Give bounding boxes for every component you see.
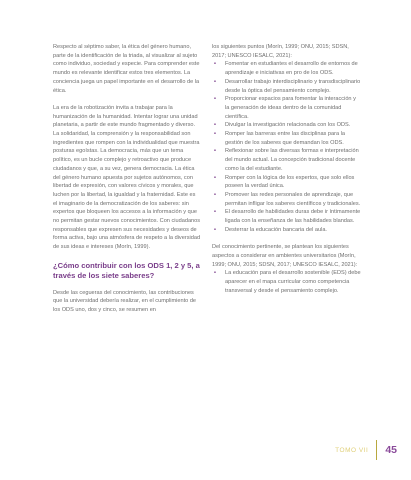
list-item <box>212 191 361 208</box>
bullet-icon: • <box>214 96 216 103</box>
list-item-text: La educación para el desarrollo sostenible (EDS) debe aparecer en el mapa curricular como competencia transversal y desde el pensamiento complejo. <box>225 270 361 294</box>
volume-label: TOMO VII <box>335 446 369 454</box>
list-item <box>212 269 361 295</box>
list-item-text: Proporcionar espacios para fomentar la interacción y la generación de ideas dentro de la comunidad científica. <box>225 96 356 120</box>
list-item-text: Fomentar en estudiantes el desarrollo de entornos de aprendizaje e iniciativas en pro de los ODS. <box>225 61 358 77</box>
list-item-text: Divulgar la investigación relacionada con los ODS. <box>225 122 351 129</box>
list-item <box>212 147 361 173</box>
list-item <box>212 226 361 235</box>
body-paragraph: Respecto al séptimo saber, la ética del género humano, parte de la identificación de la triada, al visualizar al sujeto como individuo, sociedad y especie. Para comprender este mundo es relevante identificar estos tres elementos. La conciencia juega un papel importante en el desarrollo de la ética. <box>53 44 200 94</box>
bullet-icon: • <box>214 209 216 216</box>
list-item-text: Desterrar la educación bancaria del aula. <box>225 226 327 233</box>
bullet-icon: • <box>214 191 216 198</box>
list-item-text: El desarrollo de habilidades duras debe ir íntimamente ligada con la enseñanza de las habilidades blandas. <box>225 209 361 225</box>
body-paragraph: Desde las cegueras del conocimiento, las contribuciones que la universidad debería realizar, en el cumplimiento de los ODS uno, dos y cinco, se resumen en <box>53 289 197 313</box>
body-paragraph: La era de la robotización invita a trabajar para la humanización de la humanidad. Intentar lograr una unidad planetaria, a partir de este mundo fragmentado y diverso. La solidaridad, la comprensión y la responsabilidad son ingredientes que rompen con la individualidad que muestra posturas egoístas. La democracia, más que un tema político, es un bucle complejo y retroactivo que produce ciudadanos y que, a su vez, genera democracia. La ética del género humano apuesta por sujetos autónomos, con libertad de expresión, con valores cívicos y morales, que luchen por la libertad, la igualdad y la fraternidad. Este es el imaginario de la democratización de los saberes: sin expertos que bloqueen los accesos a la información y que no permitan gestar nuevos conocimientos. Con ciudadanos responsables que expresen sus necesidades y deseos de forma activa, bajo una atmósfera de respeto a la diversidad de sus ideas e intereses (Morín, 1999). <box>53 104 201 251</box>
bullet-list <box>212 269 361 295</box>
right-column <box>212 43 361 304</box>
bullet-icon: • <box>214 148 216 155</box>
list-item-text: Reflexionar sobre las diversas formas e interpretación del mundo actual. La concepción tradicional docente como la del estudiante. <box>225 148 359 172</box>
list-item <box>212 174 361 191</box>
page-footer <box>335 440 397 460</box>
bullet-list <box>212 60 361 234</box>
bullet-icon: • <box>214 226 216 233</box>
list-item-text: Promover las redes personales de aprendizaje, que permitan infligar los saberes científicos y tradicionales. <box>225 191 361 207</box>
page-number: 45 <box>385 444 397 456</box>
list-item-text: Romper con la lógica de los expertos, que solo ellos poseen la verdad única. <box>225 174 355 190</box>
list-item <box>212 95 361 121</box>
bullet-icon: • <box>214 78 216 85</box>
list-item <box>212 60 361 77</box>
list-item <box>212 208 361 225</box>
section-heading: ¿Cómo contribuir con los ODS 1, 2 y 5, a través de los siete saberes? <box>53 260 200 280</box>
bullet-icon: • <box>214 122 216 129</box>
body-paragraph: los siguientes puntos (Morín, 1999; ONU, 2015; SDSN, 2017; UNESCO IESALC, 2021): <box>212 44 349 59</box>
list-item <box>212 78 361 95</box>
body-paragraph: Del conocimiento pertinente, se plantean los siguientes aspectos a considerar en ambientes universitarios (Morín, 1999; ONU, 2015; SDSN, 2017; UNESCO IESALC, 2021): <box>212 244 358 268</box>
bullet-icon: • <box>214 61 216 68</box>
bullet-icon: • <box>214 270 216 277</box>
left-column <box>53 43 201 315</box>
list-item-text: Romper las barreras entre las disciplinas para la gestión de los saberes que demandan los ODS. <box>225 131 346 146</box>
list-item-text: Desarrollar trabajo interdisciplinario y transdisciplinario desde la óptica del pensamiento complejo. <box>225 78 361 94</box>
footer-divider <box>376 440 377 460</box>
bullet-icon: • <box>214 131 216 138</box>
list-item <box>212 130 361 147</box>
list-item <box>212 121 361 130</box>
bullet-icon: • <box>214 174 216 181</box>
